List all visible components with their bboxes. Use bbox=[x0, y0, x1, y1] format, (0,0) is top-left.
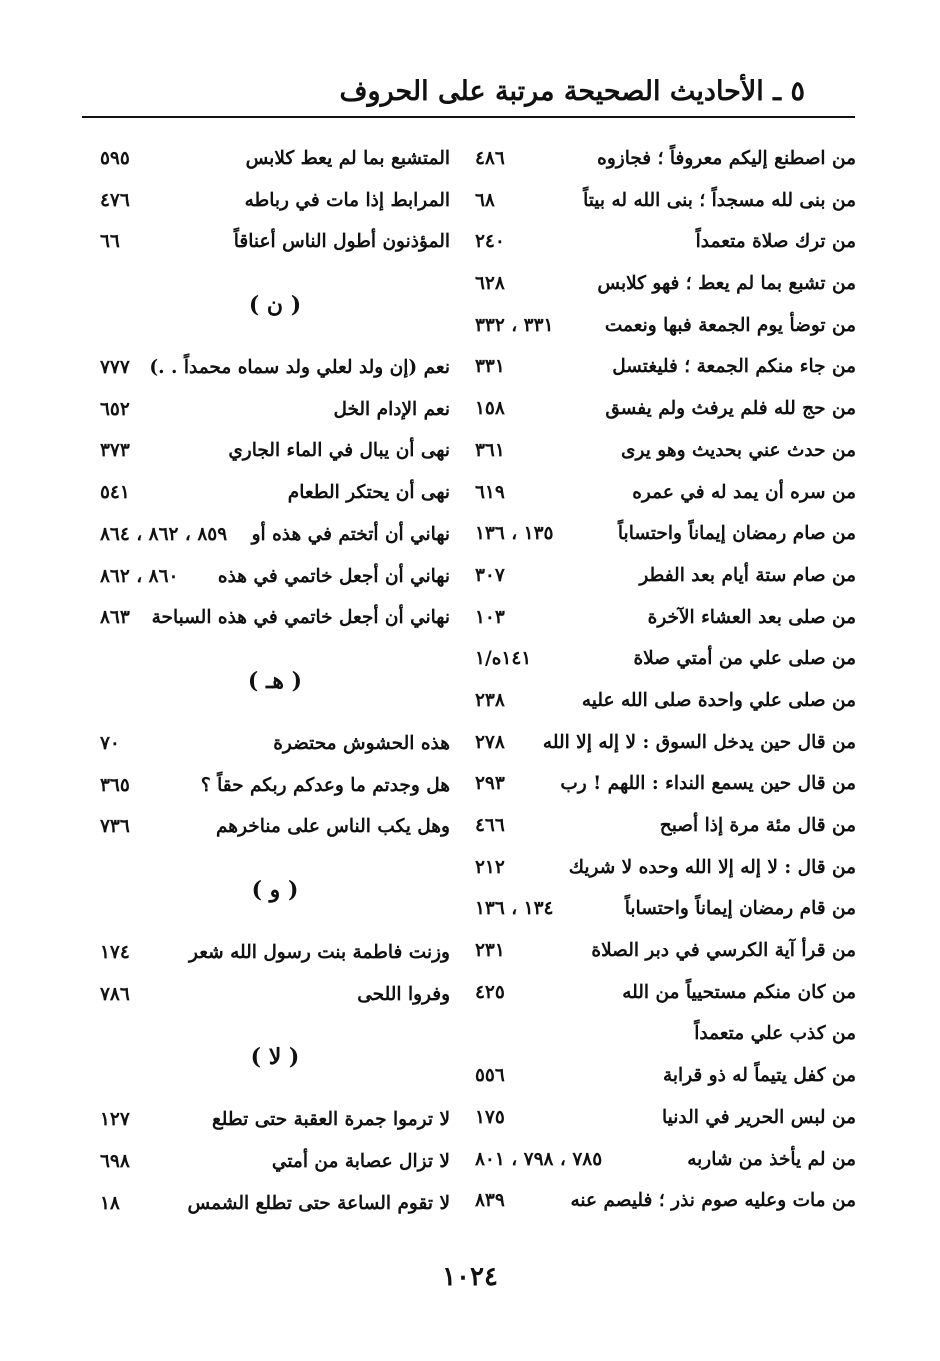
entry-ref: ١٧٥ bbox=[475, 1106, 505, 1128]
entry-ref: ٥٤١ bbox=[100, 482, 130, 504]
entry-text: من صام ستة أيام بعد الفطر bbox=[639, 564, 856, 586]
index-entry bbox=[475, 930, 856, 972]
entry-ref: ٣٦١ bbox=[475, 439, 505, 461]
index-entry bbox=[475, 972, 856, 1014]
entry-text: نهاني أن أجعل خاتمي في هذه bbox=[217, 565, 450, 587]
entry-ref: ٧٠ bbox=[100, 732, 120, 754]
index-entry bbox=[100, 347, 450, 389]
index-entry bbox=[475, 805, 856, 847]
entry-text: لا ترموا جمرة العقبة حتى تطلع bbox=[211, 1109, 450, 1131]
index-entry bbox=[475, 1055, 856, 1097]
entry-ref: ٨٦٠ ، ٨٦٢ bbox=[100, 565, 179, 587]
index-entry bbox=[100, 1099, 450, 1141]
index-entry bbox=[475, 847, 856, 889]
entry-text: من بنى لله مسجداً ؛ بنى الله له بيتاً bbox=[583, 189, 856, 211]
index-entry bbox=[475, 1013, 856, 1055]
entry-text: نعم (إن ولد لعلي ولد سماه محمداً . .) bbox=[149, 357, 450, 379]
entry-text: من لم يأخذ من شاربه bbox=[687, 1148, 856, 1170]
index-entry bbox=[475, 722, 856, 764]
index-entry bbox=[100, 514, 450, 556]
entry-ref: ٣٣١ ، ٣٣٢ bbox=[475, 314, 554, 336]
entry-text: نعم الإدام الخل bbox=[333, 398, 450, 420]
entry-text: من توضأ يوم الجمعة فبها ونعمت bbox=[604, 314, 856, 336]
left-column bbox=[100, 138, 450, 1224]
spacer bbox=[100, 1015, 450, 1036]
spacer bbox=[100, 1078, 450, 1099]
section-heading-haa: ( هـ ) bbox=[247, 667, 303, 694]
section-heading-laa: ( لا ) bbox=[250, 1044, 300, 1071]
index-entry bbox=[475, 138, 856, 180]
index-entry bbox=[475, 597, 856, 639]
running-header bbox=[80, 72, 855, 112]
entry-ref: ٦٥٢ bbox=[100, 398, 130, 420]
entry-ref: ٨٦٣ bbox=[100, 607, 130, 629]
entry-text: لا تزال عصابة من أمتي bbox=[271, 1151, 450, 1172]
entry-ref: ٣٦٥ bbox=[100, 774, 130, 796]
entry-ref: ٦٢٨ bbox=[475, 273, 505, 295]
index-entry bbox=[100, 138, 450, 180]
entry-text: من صام رمضان إيماناً واحتساباً bbox=[617, 523, 856, 545]
entry-ref: ٢٣١ bbox=[475, 940, 505, 962]
entry-text: من حدث عني بحديث وهو يرى bbox=[621, 439, 856, 461]
spacer bbox=[100, 263, 450, 284]
index-entry bbox=[100, 974, 450, 1016]
index-entry bbox=[100, 472, 450, 514]
entry-ref: ٤٢٥ bbox=[475, 981, 505, 1003]
entry-text: لا تقوم الساعة حتى تطلع الشمس bbox=[187, 1192, 450, 1214]
index-entry bbox=[475, 221, 856, 263]
index-entry bbox=[475, 763, 856, 805]
entry-ref: ٥٩٥ bbox=[100, 148, 130, 169]
entry-ref: ٧٣٦ bbox=[100, 816, 130, 838]
index-entry bbox=[475, 638, 856, 680]
spacer bbox=[100, 911, 450, 932]
entry-ref: ٢٩٣ bbox=[475, 773, 505, 795]
entry-text: من ترك صلاة متعمداً bbox=[695, 231, 856, 253]
entry-ref: ٦٦ bbox=[100, 231, 120, 253]
entry-ref: ٦٨ bbox=[475, 189, 495, 211]
entry-ref: ١٧٤ bbox=[100, 941, 130, 963]
index-entry bbox=[100, 765, 450, 807]
entry-text: المتشبع بما لم يعط كلابس bbox=[245, 148, 450, 169]
entry-text: من كذب علي متعمداً bbox=[694, 1023, 856, 1045]
entry-text: نهى أن يحتكر الطعام bbox=[287, 482, 450, 504]
entry-text: من كفل يتيماً له ذو قرابة bbox=[662, 1065, 856, 1087]
entry-ref: ٤٦٦ bbox=[475, 815, 505, 836]
entry-ref: ٦٩٨ bbox=[100, 1151, 130, 1172]
section-heading-noon: ( ن ) bbox=[248, 292, 302, 319]
entry-ref: ١٤١ه/١ bbox=[475, 648, 532, 670]
entry-ref: ٣٧٣ bbox=[100, 440, 130, 462]
entry-text: وهل يكب الناس على مناخرهم bbox=[216, 816, 450, 838]
entry-text: من قال حين يسمع النداء : اللهم ! رب bbox=[560, 773, 856, 795]
entry-ref: ١٣٤ ، ١٣٦ bbox=[475, 898, 554, 920]
index-entry bbox=[475, 472, 856, 514]
index-entry bbox=[475, 888, 856, 930]
entry-text: وفروا اللحى bbox=[357, 983, 450, 1005]
right-column bbox=[475, 138, 856, 1222]
entry-text: من صلى بعد العشاء الآخرة bbox=[647, 606, 856, 628]
index-entry bbox=[100, 597, 450, 639]
entry-text: من قال مئة مرة إذا أصبح bbox=[659, 815, 856, 836]
entry-text: نهى أن يبال في الماء الجاري bbox=[228, 440, 450, 462]
entry-text: من صلى علي من أمتي صلاة bbox=[633, 648, 856, 670]
entry-ref: ٢٤٠ bbox=[475, 231, 505, 253]
index-entry bbox=[475, 388, 856, 430]
entry-ref: ٣٠٧ bbox=[475, 564, 505, 586]
entry-text: هذه الحشوش محتضرة bbox=[273, 732, 450, 754]
entry-text: من قال : لا إله إلا الله وحده لا شريك bbox=[568, 856, 856, 878]
entry-ref: ٤٨٦ bbox=[475, 148, 505, 169]
entry-ref: ٥٥٦ bbox=[475, 1065, 505, 1087]
index-entry bbox=[100, 806, 450, 848]
entry-text: من قال حين يدخل السوق : لا إله إلا الله bbox=[542, 731, 856, 753]
entry-text: نهاني أن أتختم في هذه أو bbox=[251, 523, 450, 545]
entry-ref: ١٠٣ bbox=[475, 606, 505, 628]
entry-text: من اصطنع إليكم معروفاً ؛ فجازوه bbox=[597, 148, 856, 169]
entry-text: من لبس الحرير في الدنيا bbox=[662, 1106, 856, 1128]
entry-ref: ٧٨٥ ، ٧٩٨ ، ٨٠١ bbox=[475, 1148, 603, 1170]
index-entry bbox=[475, 263, 856, 305]
index-entry bbox=[475, 555, 856, 597]
index-entry bbox=[100, 389, 450, 431]
entry-text: من مات وعليه صوم نذر ؛ فليصم عنه bbox=[570, 1190, 856, 1212]
entry-ref: ١٢٧ bbox=[100, 1109, 130, 1131]
entry-text: نهاني أن أجعل خاتمي في هذه السباحة bbox=[151, 607, 450, 629]
entry-ref: ٧٧٧ bbox=[100, 357, 130, 379]
index-entry bbox=[475, 1097, 856, 1139]
entry-text: من سره أن يمد له في عمره bbox=[632, 481, 856, 503]
entry-ref: ٤٧٦ bbox=[100, 189, 130, 211]
chapter-title: ٥ ـ الأحاديث الصحيحة مرتبة على الحروف bbox=[339, 76, 805, 107]
entry-text: من كان منكم مستحيياً من الله bbox=[622, 981, 856, 1003]
index-entry bbox=[475, 180, 856, 222]
index-entry bbox=[100, 180, 450, 222]
entry-ref: ١٥٨ bbox=[475, 398, 505, 420]
index-entry bbox=[475, 1139, 856, 1181]
index-entry bbox=[475, 680, 856, 722]
entry-ref: ١٨ bbox=[100, 1192, 120, 1214]
index-entry bbox=[475, 1180, 856, 1222]
entry-text: المؤذنون أطول الناس أعناقاً bbox=[233, 231, 450, 253]
entry-ref: ١٣٥ ، ١٣٦ bbox=[475, 523, 554, 545]
index-entry bbox=[100, 1141, 450, 1183]
entry-ref: ٢٧٨ bbox=[475, 731, 505, 753]
index-entry bbox=[475, 305, 856, 347]
entry-ref: ٢١٢ bbox=[475, 856, 505, 878]
index-entry bbox=[100, 723, 450, 765]
index-entry bbox=[100, 221, 450, 263]
entry-text: هل وجدتم ما وعدكم ربكم حقاً ؟ bbox=[200, 774, 450, 796]
entry-text: وزنت فاطمة بنت رسول الله شعر bbox=[189, 941, 450, 963]
index-entry bbox=[475, 346, 856, 388]
spacer bbox=[100, 702, 450, 723]
entry-ref: ٢٣٨ bbox=[475, 689, 505, 711]
entry-text: من قام رمضان إيماناً واحتساباً bbox=[624, 898, 856, 920]
index-entry bbox=[475, 430, 856, 472]
entry-text: من جاء منكم الجمعة ؛ فليغتسل bbox=[612, 356, 856, 378]
index-entry bbox=[100, 430, 450, 472]
index-entry bbox=[475, 513, 856, 555]
entry-ref: ٨٣٩ bbox=[475, 1190, 505, 1212]
index-entry bbox=[100, 932, 450, 974]
section-heading-waw: ( و ) bbox=[251, 876, 299, 903]
entry-text: من تشبع بما لم يعط ؛ فهو كلابس bbox=[597, 273, 856, 295]
entry-text: المرابط إذا مات في رباطه bbox=[244, 189, 450, 211]
page-number: ١٠٢٤ bbox=[442, 1262, 498, 1292]
index-entry bbox=[100, 1183, 450, 1225]
spacer bbox=[100, 639, 450, 660]
index-entry bbox=[100, 556, 450, 598]
entry-ref: ٨٥٩ ، ٨٦٢ ، ٨٦٤ bbox=[100, 523, 228, 545]
entry-text: من قرأ آية الكرسي في دبر الصلاة bbox=[591, 940, 856, 962]
header-rule bbox=[82, 116, 855, 118]
entry-ref: ٧٨٦ bbox=[100, 983, 130, 1005]
entry-ref: ٣٣١ bbox=[475, 356, 505, 378]
entry-ref: ٦١٩ bbox=[475, 481, 505, 503]
spacer bbox=[100, 326, 450, 347]
entry-text: من حج لله فلم يرفث ولم يفسق bbox=[605, 398, 856, 420]
entry-text: من صلى علي واحدة صلى الله عليه bbox=[581, 689, 856, 711]
spacer bbox=[100, 848, 450, 869]
